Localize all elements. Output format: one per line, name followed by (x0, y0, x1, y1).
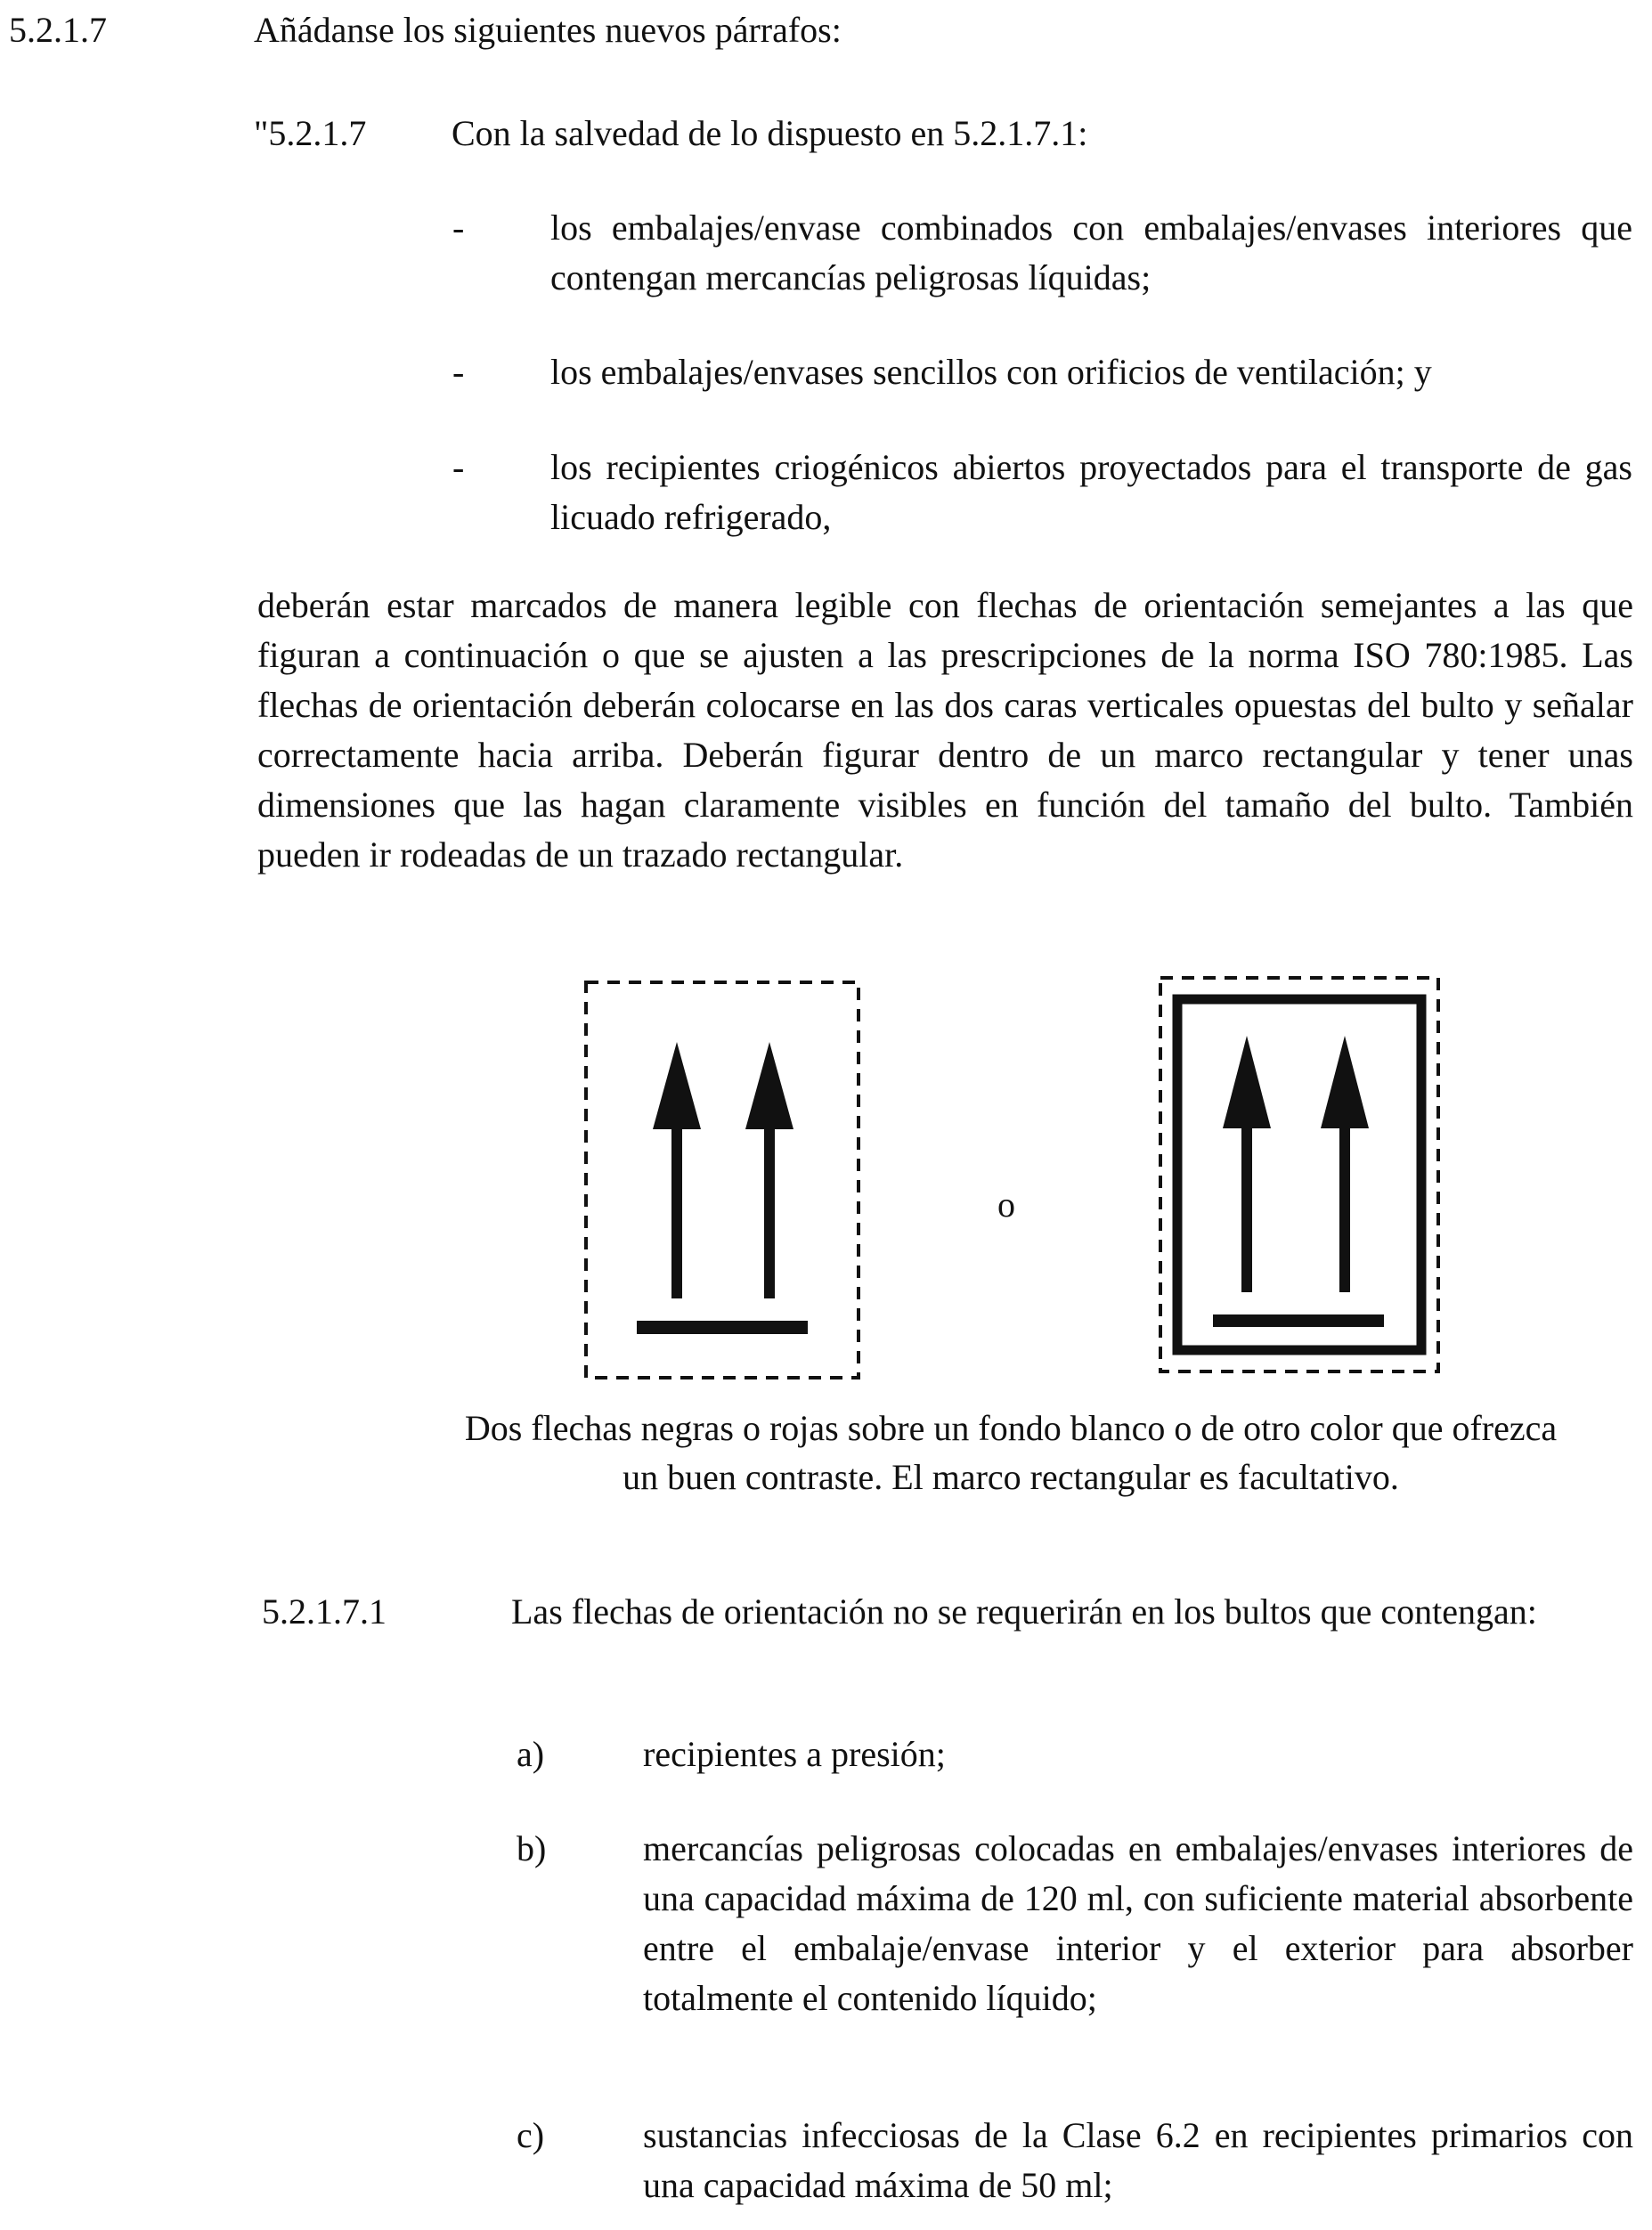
exceptions-number: 5.2.1.7.1 (262, 1591, 387, 1632)
bullet-item-cryogenic-receptacles: los recipientes criogénicos abiertos proyectados para el transporte de gas licuado refrigerado, (550, 447, 1632, 537)
base-bar (1213, 1314, 1384, 1327)
list-item-infectious-substances: sustancias infecciosas de la Clase 6.2 en recipientes primarios con una capacidad máxima de 50 ml; (643, 2115, 1633, 2205)
list-item-label: c) (517, 2115, 545, 2155)
up-arrow-icon (1223, 1036, 1271, 1292)
bullet-marker: - (452, 352, 465, 392)
base-bar (637, 1321, 808, 1334)
figure-separator: o (997, 1184, 1015, 1225)
figure-caption: Dos flechas negras o rojas sobre un fondo blanco o de otro color que ofrezca un buen contraste. El marco rectangular es facultativo. (464, 1408, 1558, 1497)
up-arrow-icon (745, 1042, 793, 1298)
section-intro: Añádanse los siguientes nuevos párrafos: (254, 10, 842, 50)
list-item-label: a) (517, 1734, 545, 1774)
subsection-intro: Con la salvedad de lo dispuesto en 5.2.1.7.1: (452, 113, 1088, 153)
orientation-arrows-paragraph: deberán estar marcados de manera legible con flechas de orientación semejantes a las que figuran a continuación o que se ajusten a las prescripciones de la norma ISO 780:1985. Las flechas de orientación deberán colocarse en las dos caras verticales opuestas del bulto y señalar correctamente hacia arriba. Deberán figurar dentro de un marco rectangular y tener unas dimensiones que las hagan claramente visibles en función del tamaño del bulto. También pueden ir rodeadas de un trazado rectangular. (257, 585, 1633, 875)
dashed-outline (586, 982, 859, 1378)
dashed-outline (1160, 978, 1438, 1371)
list-item-inner-packagings: mercancías peligrosas colocadas en embalajes/envases interiores de una capacidad máxima de 120 ml, con suficiente material absorbente entre el embalaje/envase interior y el exterior para absorber totalmente el contenido líquido; (643, 1828, 1633, 2018)
orientation-arrows-figure-framed (1158, 975, 1441, 1374)
bullet-marker: - (452, 208, 465, 248)
bullet-item-vented-packaging: los embalajes/envases sencillos con orificios de ventilación; y (550, 352, 1432, 392)
exceptions-intro: Las flechas de orientación no se requerirán en los bultos que contengan: (511, 1591, 1537, 1632)
list-item-pressure-receptacles: recipientes a presión; (643, 1734, 946, 1774)
bullet-item-combined-packaging: los embalajes/envase combinados con embalajes/envases interiores que contengan mercancías peligrosas líquidas; (550, 208, 1632, 297)
section-number: 5.2.1.7 (9, 10, 107, 50)
up-arrow-icon (653, 1042, 701, 1298)
bullet-marker: - (452, 447, 465, 487)
subsection-number: "5.2.1.7 (254, 113, 367, 153)
orientation-arrows-figure-dashed (583, 980, 861, 1380)
rectangular-frame (1177, 999, 1421, 1350)
list-item-label: b) (517, 1828, 547, 1868)
up-arrow-icon (1321, 1036, 1369, 1292)
